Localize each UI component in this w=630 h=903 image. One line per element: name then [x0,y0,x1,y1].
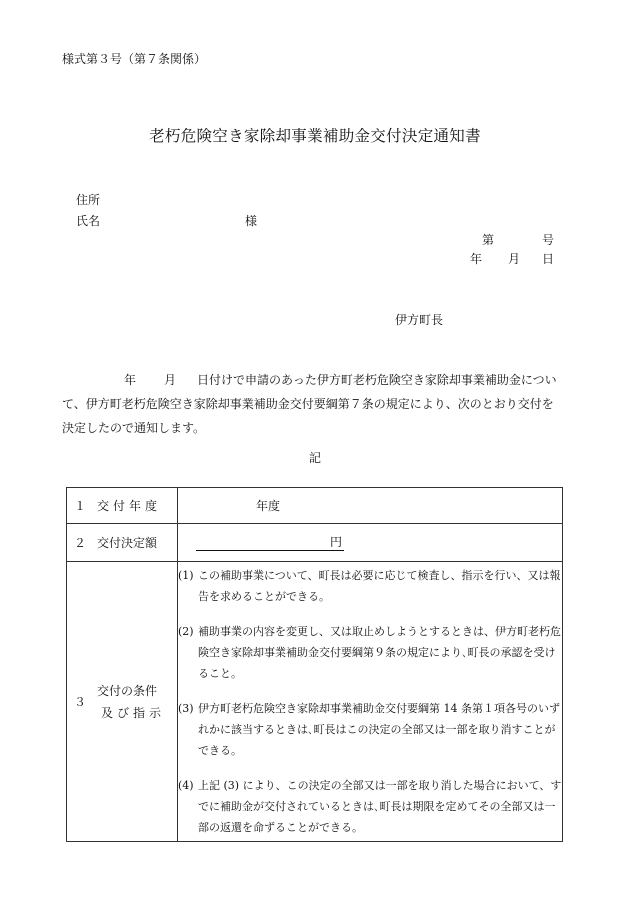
fiscal-year-value: 年度 [178,488,563,524]
date-year: 年 [470,252,483,266]
fiscal-year-label: 交付年度 [93,488,178,524]
condition-mark: (4) [178,779,194,792]
row-number: ３ [67,562,94,842]
table-row-amount [67,524,563,562]
body-line-3: 決定したので通知します。 [62,421,206,435]
doc-number-prefix: 第 [482,233,495,247]
amount-value: 円 [196,534,344,551]
conditions-label-line-2: 及び指示 [101,705,166,720]
table-row-conditions [67,562,563,842]
conditions-label-line-1: 交付の条件 [97,683,158,698]
condition-text: 伊方町老朽危険空き家除却事業補助金交付要綱第 14 条第１項各号のいずれかに該当するときは､町長はこの決定の全部又は一部を取り消すことができる。 [198,702,560,757]
condition-text: 上記 (3) により、この決定の全部又は一部を取り消した場合において、すでに補助金が交付されているときは､町長は期限を定めてその全部又は一部の返還を命ずることができる。 [198,779,562,834]
ki-heading: 記 [308,451,321,465]
conditions-list [178,562,563,842]
body-month: 月 [164,373,177,387]
row-number: １ [67,488,94,524]
condition-mark: (3) [178,702,194,715]
conditions-label [93,562,178,842]
address-label: 住所 [76,193,101,207]
body-line-1-text: 日付けで申請のあった伊方町老朽危険空き家除却事業補助金につい [197,373,557,387]
condition-item [178,698,562,761]
row-number: ２ [67,524,94,562]
notice-body [62,368,570,440]
condition-item [178,621,562,684]
condition-text: この補助事業について、町長は必要に応じて検査し、指示を行い、又は報告を求めることができる。 [198,569,561,603]
grant-details-table [66,487,563,842]
condition-item [178,775,562,838]
name-label: 氏名 [76,214,101,228]
document-title: 老朽危険空き家除却事業補助金交付決定通知書 [149,127,481,145]
table-row-fiscal-year [67,488,563,524]
condition-mark: (2) [178,625,194,638]
sender-name: 伊方町長 [395,313,444,327]
date-month: 月 [508,252,521,266]
doc-number-suffix: 号 [542,233,555,247]
form-number: 様式第３号（第７条関係） [62,52,207,66]
condition-text: 補助事業の内容を変更し、又は取止めしようとするときは、伊方町老朽危険空き家除却事業補助金交付要綱第９条の規定により､町長の承認を受けること。 [198,625,561,680]
amount-label: 交付決定額 [93,524,178,562]
amount-cell [178,524,563,562]
date-day: 日 [542,252,555,266]
condition-mark: (1) [178,569,194,582]
honorific: 様 [245,214,258,228]
condition-item [178,565,562,607]
body-line-2: て、伊方町老朽危険空き家除却事業補助金交付要綱第７条の規定により、次のとおり交付を [62,397,554,411]
body-year: 年 [124,373,137,387]
body-line-1 [62,368,570,392]
